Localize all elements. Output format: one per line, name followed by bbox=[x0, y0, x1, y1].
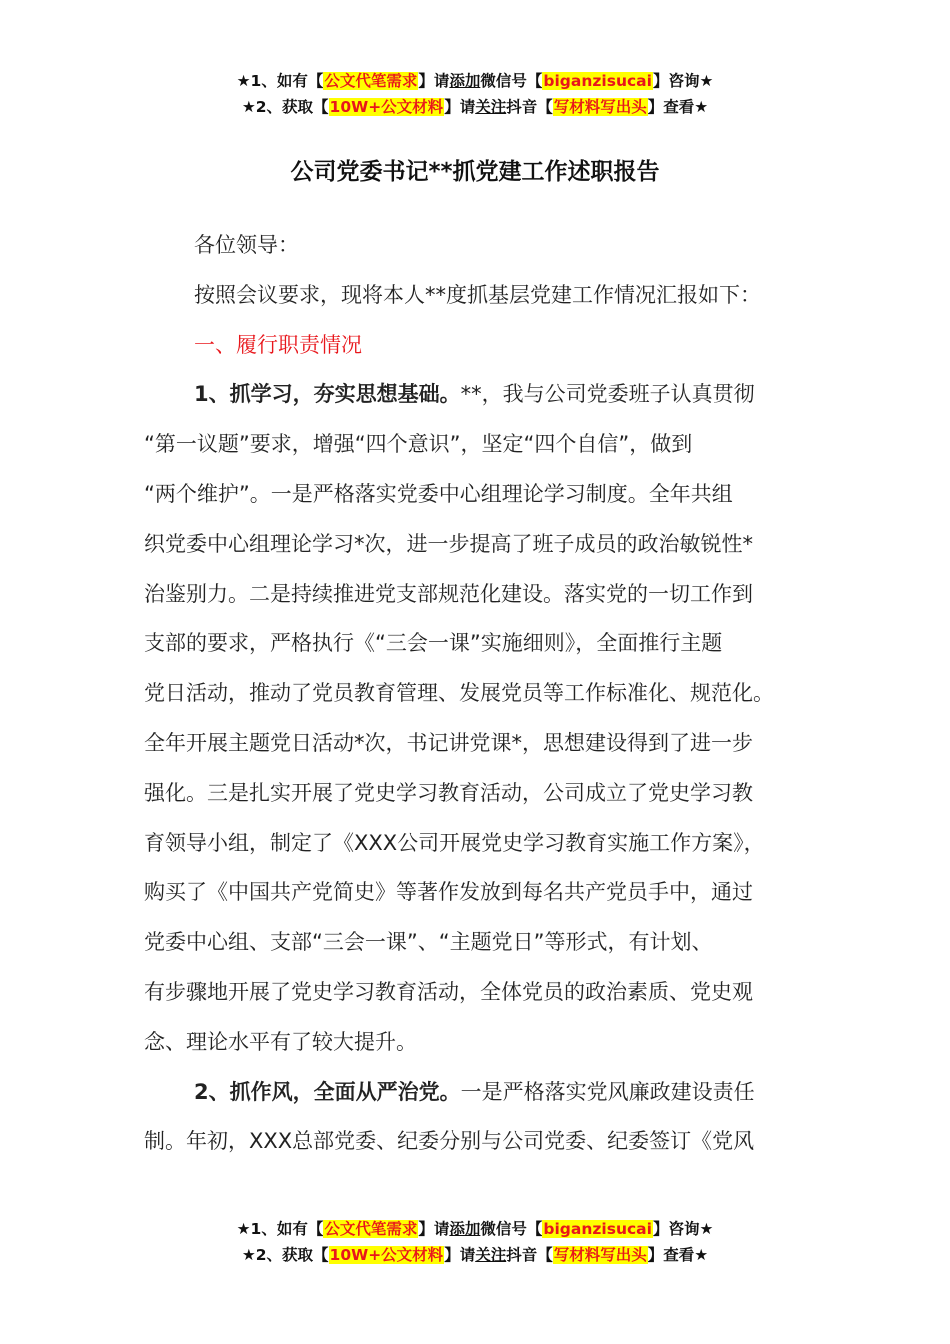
item2-heading: 2、抓作风，全面从严治党。 bbox=[194, 1079, 461, 1104]
header-promo-banner bbox=[0, 68, 950, 120]
paragraph-line: 育领导小组，制定了《XXX公司开展党史学习教育实施工作方案》， bbox=[144, 830, 765, 855]
banner-line-2 bbox=[0, 1242, 950, 1268]
banner-text: 】咨询★ bbox=[652, 1220, 714, 1238]
banner-line-1 bbox=[0, 1216, 950, 1242]
paragraph-line: 有步骤地开展了党史学习教育活动，全体党员的政治素质、党史观 bbox=[144, 979, 753, 1004]
banner-text: ★1、如有【 bbox=[236, 1220, 324, 1238]
paragraph-line: 党日活动，推动了党员教育管理、发展党员等工作标准化、规范化。 bbox=[144, 681, 774, 706]
banner-text: 】请 bbox=[418, 1220, 450, 1238]
banner-wechat-id: biganzisucai bbox=[543, 1220, 652, 1238]
paragraph-line: 支部的要求，严格执行《“三会一课”实施细则》，全面推行主题 bbox=[144, 631, 723, 656]
banner-text: ★1、如有【 bbox=[236, 72, 324, 90]
document-body bbox=[144, 221, 808, 1167]
paragraph-line: 一是严格落实党风廉政建设责任 bbox=[460, 1079, 755, 1104]
salutation: 各位领导： bbox=[194, 233, 299, 257]
banner-text: ★2、获取【 bbox=[241, 98, 329, 116]
footer-promo-banner bbox=[0, 1216, 950, 1268]
banner-text: 抖音【 bbox=[506, 1246, 553, 1264]
banner-highlight: 公文代笔需求 bbox=[324, 1220, 418, 1238]
paragraph-line: **，我与公司党委班子认真贯彻 bbox=[460, 382, 755, 407]
paragraph-line: “两个维护”。一是严格落实党委中心组理论学习制度。全年共组 bbox=[144, 481, 733, 506]
paragraph-line: 全年开展主题党日活动*次，书记讲党课*，思想建设得到了进一步 bbox=[144, 730, 753, 755]
paragraph-line: “第一议题”要求，增强“四个意识”，坚定“四个自信”，做到 bbox=[144, 432, 693, 457]
item1-heading: 1、抓学习，夯实思想基础。 bbox=[194, 382, 461, 407]
paragraph-line: 制。年初，XXX总部党委、纪委分别与公司党委、纪委签订《党风 bbox=[144, 1129, 755, 1154]
paragraph-line: 强化。三是扎实开展了党史学习教育活动，公司成立了党史学习教 bbox=[144, 780, 753, 805]
banner-line-2 bbox=[0, 94, 950, 120]
banner-wechat-id: biganzisucai bbox=[543, 72, 652, 90]
banner-text: ★2、获取【 bbox=[241, 1246, 329, 1264]
banner-text: 】请 bbox=[444, 98, 476, 116]
document-title: 公司党委书记**抓党建工作述职报告 bbox=[290, 159, 660, 185]
intro-paragraph: 按照会议要求，现将本人**度抓基层党建工作情况汇报如下： bbox=[194, 282, 761, 307]
paragraph-line: 购买了《中国共产党简史》等著作发放到每名共产党员手中，通过 bbox=[144, 880, 753, 905]
banner-text: 】查看★ bbox=[647, 98, 709, 116]
section-heading-1: 一、履行职责情况 bbox=[194, 332, 362, 357]
paragraph-line: 念、理论水平有了较大提升。 bbox=[144, 1029, 417, 1054]
banner-underlined-text: 关注 bbox=[475, 98, 507, 116]
banner-highlight: 10W+公文材料 bbox=[329, 98, 444, 116]
banner-highlight: 公文代笔需求 bbox=[324, 72, 418, 90]
banner-underlined-text: 添加 bbox=[449, 1220, 481, 1238]
paragraph-line: 织党委中心组理论学习*次，进一步提高了班子成员的政治敏锐性* bbox=[144, 531, 753, 556]
banner-text: 微信号【 bbox=[480, 72, 543, 90]
paragraph-line: 党委中心组、支部“三会一课”、“主题党日”等形式，有计划、 bbox=[144, 930, 713, 955]
banner-text: 】查看★ bbox=[647, 1246, 709, 1264]
banner-douyin-account: 写材料写出头 bbox=[553, 98, 647, 116]
banner-text: 】请 bbox=[418, 72, 450, 90]
banner-highlight: 10W+公文材料 bbox=[329, 1246, 444, 1264]
banner-text: 】请 bbox=[444, 1246, 476, 1264]
banner-underlined-text: 关注 bbox=[475, 1246, 507, 1264]
banner-text: 微信号【 bbox=[480, 1220, 543, 1238]
banner-douyin-account: 写材料写出头 bbox=[553, 1246, 647, 1264]
banner-underlined-text: 添加 bbox=[449, 72, 481, 90]
item1-first-line bbox=[144, 370, 808, 420]
banner-line-1 bbox=[0, 68, 950, 94]
paragraph-line: 治鉴别力。二是持续推进党支部规范化建设。落实党的一切工作到 bbox=[144, 581, 753, 606]
banner-text: 抖音【 bbox=[506, 98, 553, 116]
item2-first-line bbox=[144, 1068, 808, 1118]
banner-text: 】咨询★ bbox=[652, 72, 714, 90]
